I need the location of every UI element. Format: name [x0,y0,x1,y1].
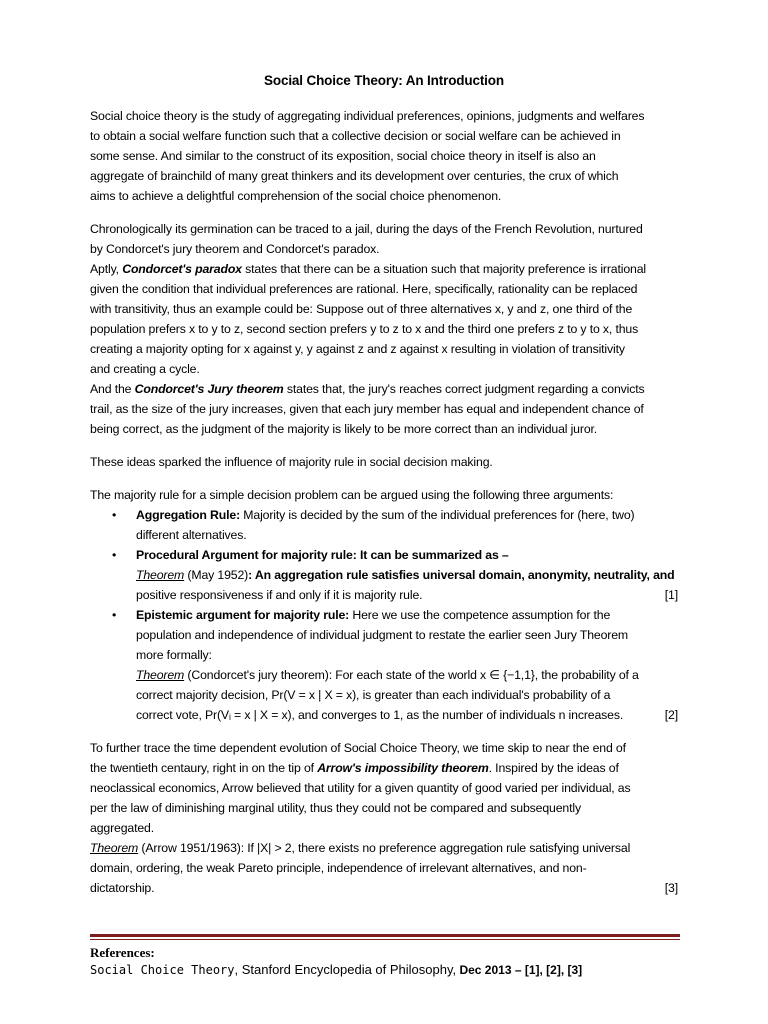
text-line [136,605,678,625]
text-line: aggregate of brainchild of many great thinkers and its development over centuries, the crux of which [90,169,619,183]
arrow-paragraph [90,738,678,838]
text-line [136,585,678,605]
jury-term: Condorcet's Jury theorem [134,382,284,396]
theorem-label: Theorem [90,841,139,855]
text-span: positive responsiveness if and only if it is majority rule. [136,588,423,602]
text-line: to obtain a social welfare function such that a collective decision or social welfare can be achieved in [90,129,621,143]
reference-source: , Stanford Encyclopedia of Philosophy, [234,962,457,977]
text-line: Chronologically its germination can be traced to a jail, during the days of the French Revolution, nurtured [90,222,643,236]
arrow-theorem [90,838,678,898]
text-span: : If |X| > 2, there exists no preference aggregation rule satisfying universal [240,841,631,855]
citation-ref: [1] [664,588,678,602]
arguments-list [90,505,678,725]
text-line: with transitivity, thus an example could be: Suppose out of three alternatives x, y and z, one third of the [90,302,633,316]
text-line [136,665,678,685]
reference-title: Social Choice Theory [90,963,235,977]
intro-paragraph [90,106,678,206]
reference-entry [90,961,680,979]
theorem-cite: (Condorcet's jury theorem) [184,668,329,682]
argument-lead: Aggregation Rule: [136,508,241,522]
theorem-label: Theorem [136,668,185,682]
text-line: aggregated. [90,821,154,835]
references-section [90,934,680,979]
text-line: domain, ordering, the weak Pareto principle, independence of irrelevant alternatives, and non- [90,861,587,875]
history-paragraph [90,219,678,259]
text-span: the twentieth centaury, right in on the tip of [90,761,318,775]
arrow-term: Arrow's impossibility theorem [317,761,489,775]
text-span: : For each state of the world x ∈ {−1,1}, the probability of a [328,668,639,682]
text-line [136,505,678,525]
text-line: population and independence of individual judgment to restate the earlier seen Jury Theorem [136,628,628,642]
text-line: per the law of diminishing marginal utility, thus they could not be compared and subsequently [90,801,581,815]
text-line: population prefers x to y to z, second section prefers y to z to x and the third one prefers z to y to x, thus [90,322,639,336]
text-line [136,545,678,565]
text-span: states that, the jury's reaches correct judgment regarding a convicts [283,382,645,396]
text-line [90,758,678,778]
influence-paragraph: These ideas sparked the influence of majority rule in social decision making. [90,455,493,469]
text-line: neoclassical economics, Arrow believed that utility for a given quantity of good varied per individual, as [90,781,631,795]
text-span: dictatorship. [90,881,155,895]
argument-lead: Procedural Argument for majority rule: It can be summarized as – [136,548,509,562]
citation-ref: [2] [664,708,678,722]
list-item [136,505,678,545]
jury-paragraph [90,379,678,439]
text-line: creating a majority opting for x against y, y against z and z against x resulting in violation of transitivity [90,342,625,356]
text-line [136,705,678,725]
text-line [90,379,678,399]
text-span: And the [90,382,135,396]
text-line [90,838,678,858]
text-line: by Condorcet's jury theorem and Condorcet's paradox. [90,242,380,256]
text-line: some sense. And similar to the construct of its exposition, social choice theory in itself is also an [90,149,596,163]
text-line: given the condition that individual preferences are rational. Here, specifically, rationality can be replaced [90,282,638,296]
text-line [90,878,678,898]
paradox-paragraph [90,259,678,379]
text-span: . Inspired by the ideas of [488,761,619,775]
text-span: states that there can be a situation such that majority preference is irrational [241,262,646,276]
text-line: To further trace the time dependent evolution of Social Choice Theory, we time skip to near the end of [90,741,626,755]
text-line: more formally: [136,648,212,662]
text-span: Majority is decided by the sum of the individual preferences for (here, two) [240,508,635,522]
text-span: : An aggregation rule satisfies universal domain, anonymity, neutrality, and [248,568,675,582]
references-heading: References: [90,945,155,960]
text-line [136,565,678,585]
text-line: aims to achieve a delightful comprehension of the social choice phenomenon. [90,189,502,203]
text-line: correct majority decision, Pr(V = x | X = x), is greater than each individual's probability of a [136,688,611,702]
arguments-intro: The majority rule for a simple decision problem can be argued using the following three arguments: [90,488,614,502]
paradox-term: Condorcet's paradox [122,262,242,276]
text-line: different alternatives. [136,528,247,542]
theorem-label: Theorem [136,568,185,582]
text-span: Aptly, [90,262,123,276]
text-line: Social choice theory is the study of aggregating individual preferences, opinions, judgments and welfares [90,109,645,123]
theorem-cite: (May 1952) [184,568,249,582]
text-line [90,259,678,279]
text-span: correct vote, Pr(Vᵢ = x | X = x), and converges to 1, as the number of individuals n increases. [136,708,624,722]
document-body [90,70,678,898]
reference-detail: Dec 2013 – [1], [2], [3] [456,963,583,977]
list-item [136,605,678,725]
argument-lead: Epistemic argument for majority rule: [136,608,350,622]
text-line: being correct, as the judgment of the majority is likely to be more correct than an individual juror. [90,422,598,436]
text-line: trail, as the size of the jury increases, given that each jury member has equal and independent chance of [90,402,644,416]
text-span: Here we use the competence assumption for the [349,608,611,622]
references-rule [90,934,680,937]
citation-ref: [3] [664,881,678,895]
theorem-cite: (Arrow 1951/1963) [138,841,241,855]
references-rule [90,939,680,940]
list-item [136,545,678,605]
document-title: Social Choice Theory: An Introduction [264,73,504,88]
text-line: and creating a cycle. [90,362,200,376]
